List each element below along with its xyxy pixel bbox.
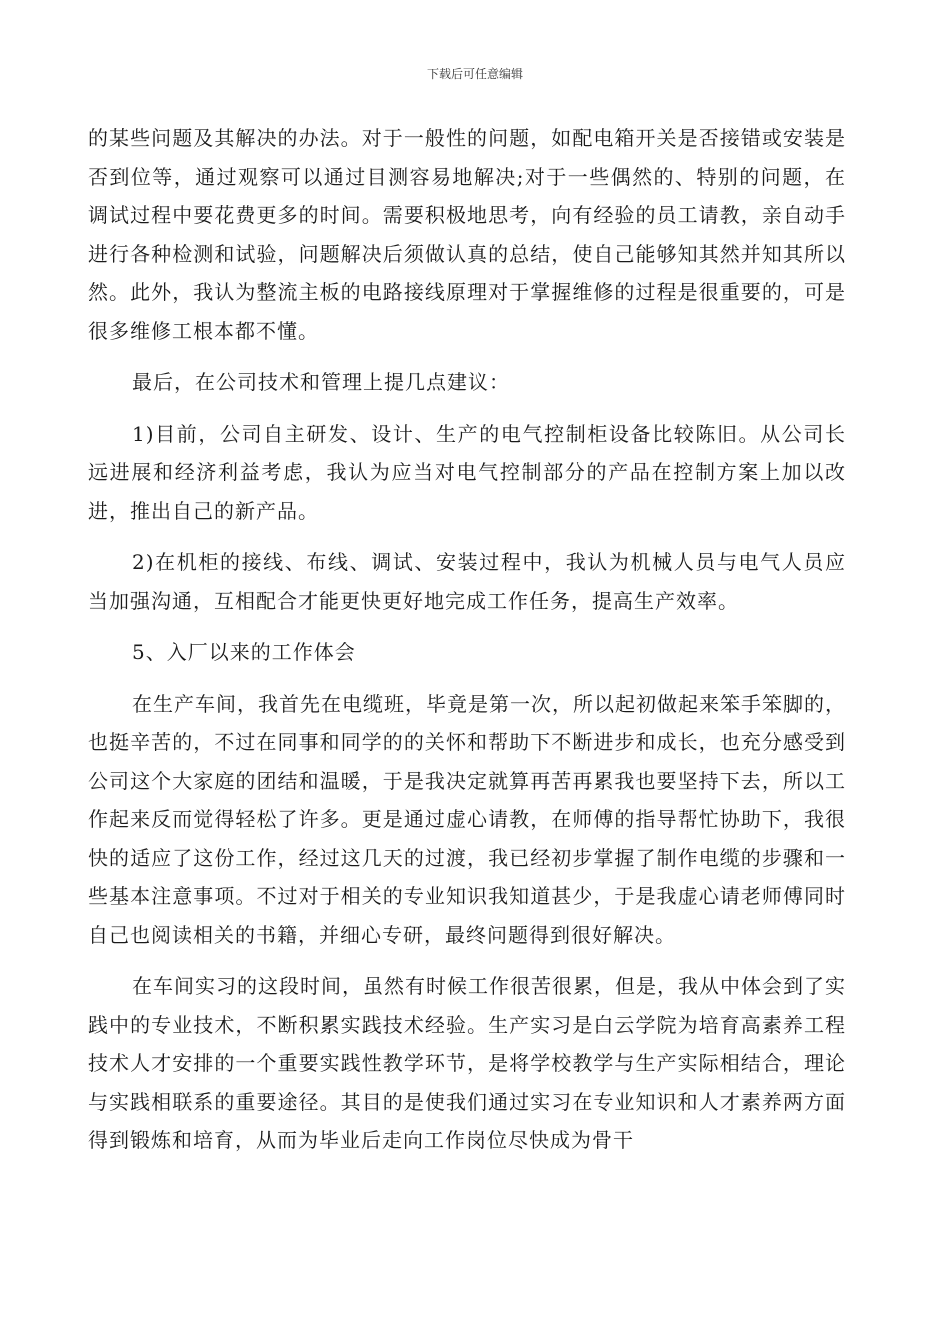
paragraph-suggestions-intro: 最后，在公司技术和管理上提几点建议： xyxy=(132,370,510,394)
paragraph-workshop-experience: 在生产车间，我首先在电缆班，毕竟是第一次，所以起初做起来笨手笨脚的，也挺辛苦的，不过在同事和同学的的关怀和帮助下不断进步和成长，也充分感受到公司这个大家庭的团结和温暖，于是我决定就算再苦再累我也要坚持下去，所以工作起来反而觉得轻松了许多。更是通过虚心请教，在师傅的指导帮忙协助下，我很快的适应了这份工作，经过这几天的过渡，我已经初步掌握了制作电缆的步骤和一些基本注意事项。不过对于相关的专业知识我知道甚少，于是我虚心请老师傅同时自己也阅读相关的书籍，并细心专研，最终问题得到很好解决。 xyxy=(88,691,846,947)
paragraph-continued: 的某些问题及其解决的办法。对于一般性的问题，如配电箱开关是否接错或安装是否到位等，通过观察可以通过目测容易地解决;对于一些偶然的、特别的问题，在调试过程中要花费更多的时间。需要积极地思考，向有经验的员工请教，亲自动手进行各种检测和试验，问题解决后须做认真的总结，使自己能够知其然并知其所以然。此外，我认为整流主板的电路接线原理对于掌握维修的过程是很重要的，可是很多维修工根本都不懂。 xyxy=(88,126,846,343)
section-heading: 5、入厂以来的工作体会 xyxy=(132,640,356,664)
paragraph-suggestion-2: 2)在机柜的接线、布线、调试、安装过程中，我认为机械人员与电气人员应当加强沟通，互相配合才能更快更好地完成工作任务，提高生产效率。 xyxy=(88,550,846,613)
paragraph-internship-reflection: 在车间实习的这段时间，虽然有时候工作很苦很累，但是，我从中体会到了实践中的专业技术，不断积累实践技术经验。生产实习是白云学院为培育高素养工程技术人才安排的一个重要实践性教学环节，是将学校教学与生产实际相结合，理论与实践相联系的重要途径。其目的是使我们通过实习在专业知识和人才素养两方面得到锻炼和培育，从而为毕业后走向工作岗位尽快成为骨干 xyxy=(88,974,846,1152)
paragraph-suggestion-1: 1)目前，公司自主研发、设计、生产的电气控制柜设备比较陈旧。从公司长远进展和经济利益考虑，我认为应当对电气控制部分的产品在控制方案上加以改进，推出自己的新产品。 xyxy=(88,421,846,523)
page-header-note: 下载后可任意编辑 xyxy=(426,67,523,81)
document-body xyxy=(88,119,846,1160)
